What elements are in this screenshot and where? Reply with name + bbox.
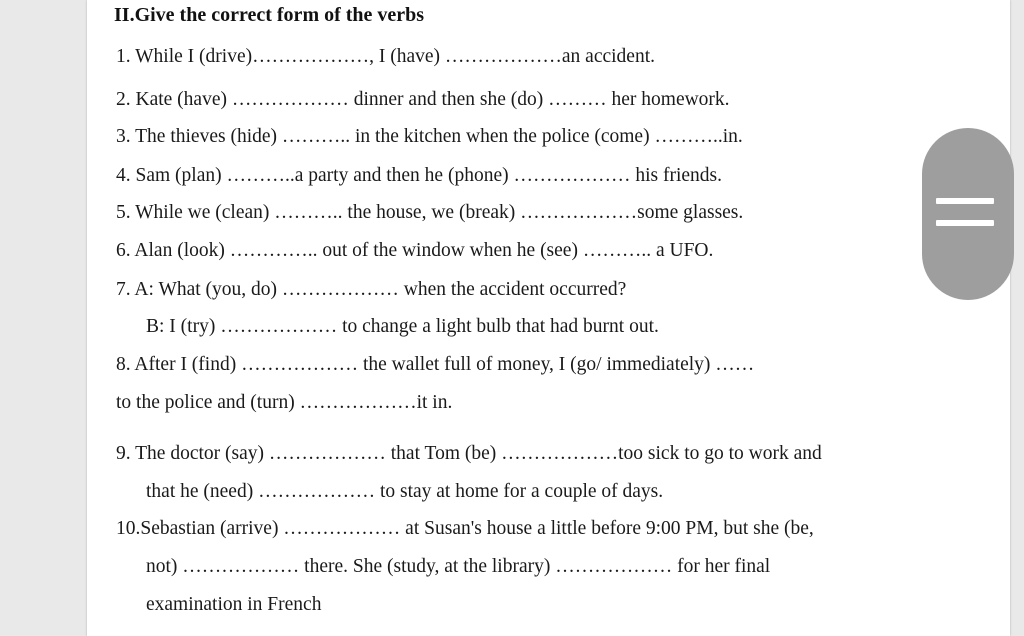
exercise-line-9a: 9. The doctor (say) ……………… that Tom (be) ………………too sick to go to work and [116, 443, 822, 464]
exercise-line-4: 4. Sam (plan) ………..a party and then he (phone) ……………… his friends. [116, 165, 723, 186]
exercise-line-10a: 10.Sebastian (arrive) ……………… at Susan's house a little before 9:00 PM, but she (be, [116, 518, 814, 539]
exercise-line-10c: examination in French [146, 594, 322, 615]
exercise-line-10b: not) ……………… there. She (study, at the library) ……………… for her final [146, 556, 771, 577]
exercise-line-7b: B: I (try) ……………… to change a light bulb that had burnt out. [146, 316, 659, 337]
exercise-line-9b: that he (need) ……………… to stay at home for a couple of days. [146, 481, 664, 502]
exercise-line-8a: 8. After I (find) ……………… the wallet full of money, I (go/ immediately) …… [116, 354, 755, 375]
exercise-line-3: 3. The thieves (hide) ……….. in the kitchen when the police (come) ………..in. [116, 126, 743, 147]
side-drag-handle[interactable] [922, 128, 1014, 300]
exercise-line-5: 5. While we (clean) ……….. the house, we (break) ………………some glasses. [116, 202, 744, 223]
exercise-line-2: 2. Kate (have) ……………… dinner and then she (do) ……… her homework. [116, 89, 730, 110]
page-title: II.Give the correct form of the verbs [114, 4, 425, 26]
exercise-line-7a: 7. A: What (you, do) ……………… when the accident occurred? [116, 279, 627, 300]
exercise-line-8b: to the police and (turn) ………………it in. [116, 392, 453, 413]
exercise-line-6: 6. Alan (look) ………….. out of the window when he (see) ……….. a UFO. [116, 240, 714, 261]
exercise-line-1: 1. While I (drive)………………, I (have) ………………an accident. [116, 46, 655, 67]
